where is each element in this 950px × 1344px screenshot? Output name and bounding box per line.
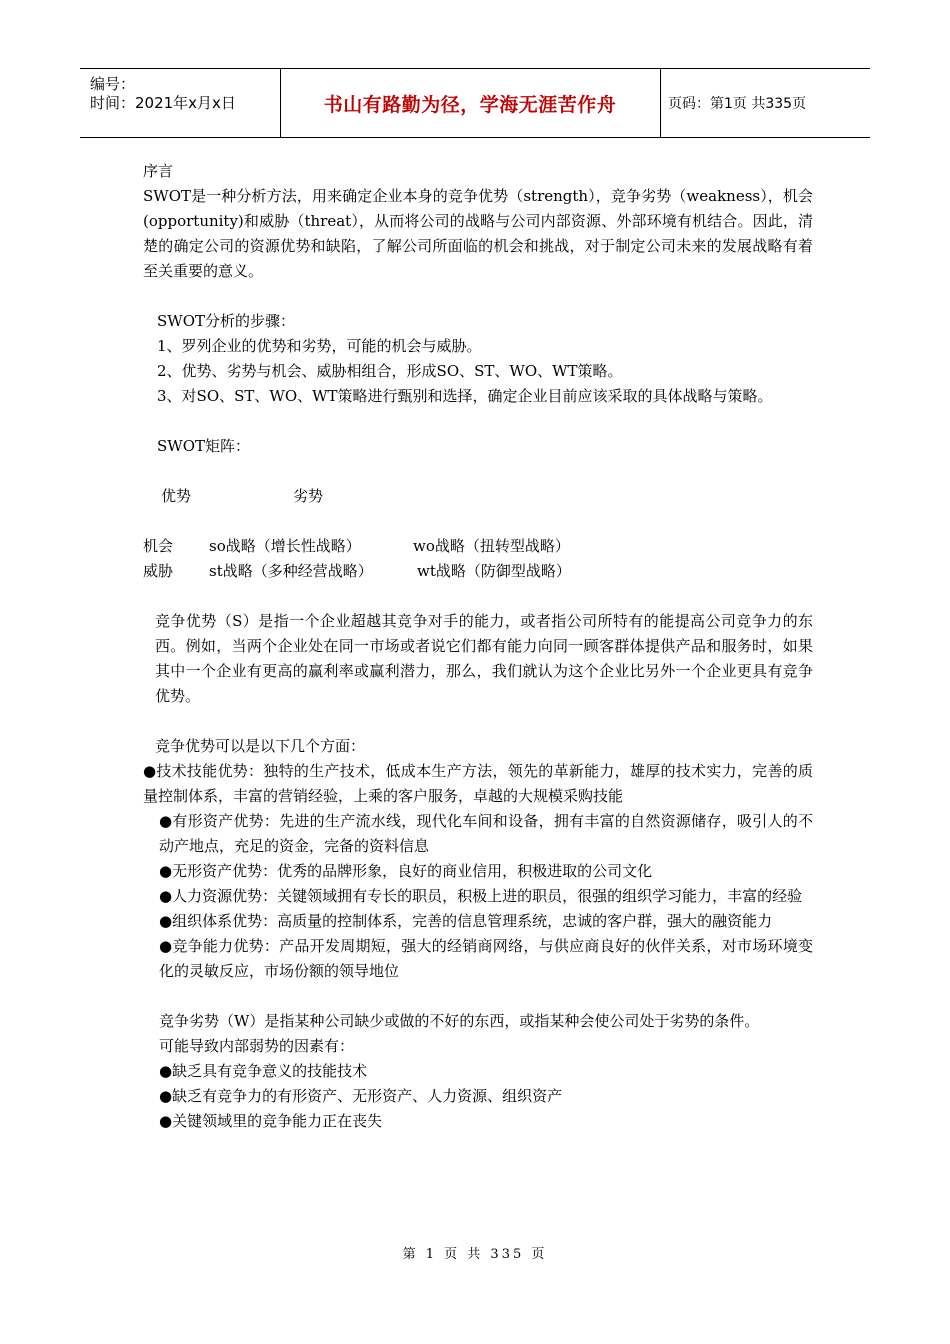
strength-item: ●组织体系优势：高质量的控制体系，完善的信息管理系统，忠诚的客户群，强大的融资能力 bbox=[159, 912, 773, 930]
weakness-item: ●缺乏具有竞争意义的技能技术 bbox=[159, 1062, 368, 1080]
strength-item: ●有形资产优势：先进的生产流水线，现代化车间和设备，拥有丰富的自然资源储存，吸引人的不动产地点，充足的资金，完备的资料信息 bbox=[159, 812, 813, 855]
matrix-row bbox=[143, 559, 813, 584]
page-header bbox=[80, 68, 870, 138]
header-page-cell bbox=[660, 69, 870, 137]
strength-item: ●技术技能优势：独特的生产技术，低成本生产方法，领先的革新能力，雄厚的技术实力，完善的质量控制体系，丰富的营销经验，上乘的客户服务，卓越的大规模采购技能 bbox=[143, 762, 813, 805]
strength-item: ●竞争能力优势：产品开发周期短，强大的经销商网络，与供应商良好的伙伴关系，对市场环境变化的灵敏反应，市场份额的领导地位 bbox=[159, 937, 813, 980]
document-date-label: 时间：2021年x月x日 bbox=[90, 94, 236, 112]
matrix-row-label: 威胁 bbox=[143, 562, 174, 580]
strength-item: ●无形资产优势：优秀的品牌形象，良好的商业信用，积极进取的公司文化 bbox=[159, 862, 653, 880]
matrix-title: SWOT矩阵： bbox=[157, 437, 250, 455]
header-page-number: 页码：第1页 共335页 bbox=[668, 96, 807, 112]
header-motto-cell bbox=[280, 69, 661, 137]
steps-title: SWOT分析的步骤： bbox=[157, 312, 295, 330]
intro-paragraph: SWOT是一种分析方法，用来确定企业本身的竞争优势（strength），竞争劣势（weakness），机会(opportunity)和威胁（threat），从而将公司的战略与公司内部资源、外部环境有机结合。因此，清楚的确定公司的资源优势和缺陷，了解公司所面临的机会和挑战，对于制定公司未来的发展战略有着至关重要的意义。 bbox=[143, 187, 813, 280]
header-meta-cell bbox=[80, 69, 281, 137]
step-item: 1、罗列企业的优势和劣势，可能的机会与威胁。 bbox=[157, 337, 482, 355]
strength-aspects-title: 竞争优势可以是以下几个方面： bbox=[155, 737, 366, 755]
strength-definition: 竞争优势（S）是指一个企业超越其竞争对手的能力，或者指公司所特有的能提高公司竞争力的东西。例如，当两个企业处在同一市场或者说它们都有能力向同一顾客群体提供产品和服务时，如果其中一个企业有更高的赢利率或赢利潜力，那么，我们就认为这个企业比另外一个企业更具有竞争优势。 bbox=[155, 612, 813, 705]
preface-title: 序言 bbox=[143, 162, 174, 180]
strength-item: ●人力资源优势：关键领域拥有专长的职员，积极上进的职员，很强的组织学习能力，丰富的经验 bbox=[159, 887, 803, 905]
step-item: 3、对SO、ST、WO、WT策略进行甄别和选择，确定企业目前应该采取的具体战略与策略。 bbox=[157, 387, 773, 405]
document-body bbox=[143, 159, 813, 1134]
matrix-col-strength: 优势 bbox=[161, 487, 192, 505]
matrix-cell-wt: wt战略（防御型战略） bbox=[417, 562, 571, 580]
matrix-row bbox=[143, 534, 813, 559]
matrix-cell-st: st战略（多种经营战略） bbox=[209, 562, 373, 580]
matrix-cell-so: so战略（增长性战略） bbox=[209, 537, 361, 555]
weakness-item: ●缺乏有竞争力的有形资产、无形资产、人力资源、组织资产 bbox=[159, 1087, 563, 1105]
page-footer: 第 1 页 共 335 页 bbox=[402, 1247, 548, 1262]
header-motto: 书山有路勤为径，学海无涯苦作舟 bbox=[323, 93, 617, 116]
matrix-row-label: 机会 bbox=[143, 537, 174, 555]
matrix-col-weakness: 劣势 bbox=[293, 487, 324, 505]
weakness-item: ●关键领域里的竞争能力正在丧失 bbox=[159, 1112, 383, 1130]
matrix-cell-wo: wo战略（扭转型战略） bbox=[413, 537, 570, 555]
weakness-factors-title: 可能导致内部弱势的因素有： bbox=[159, 1037, 355, 1055]
document-number-label: 编号： bbox=[90, 75, 136, 93]
step-item: 2、优势、劣势与机会、威胁相组合，形成SO、ST、WO、WT策略。 bbox=[157, 362, 623, 380]
weakness-definition: 竞争劣势（W）是指某种公司缺少或做的不好的东西，或指某种会使公司处于劣势的条件。 bbox=[159, 1012, 760, 1030]
swot-matrix-header bbox=[143, 484, 813, 509]
